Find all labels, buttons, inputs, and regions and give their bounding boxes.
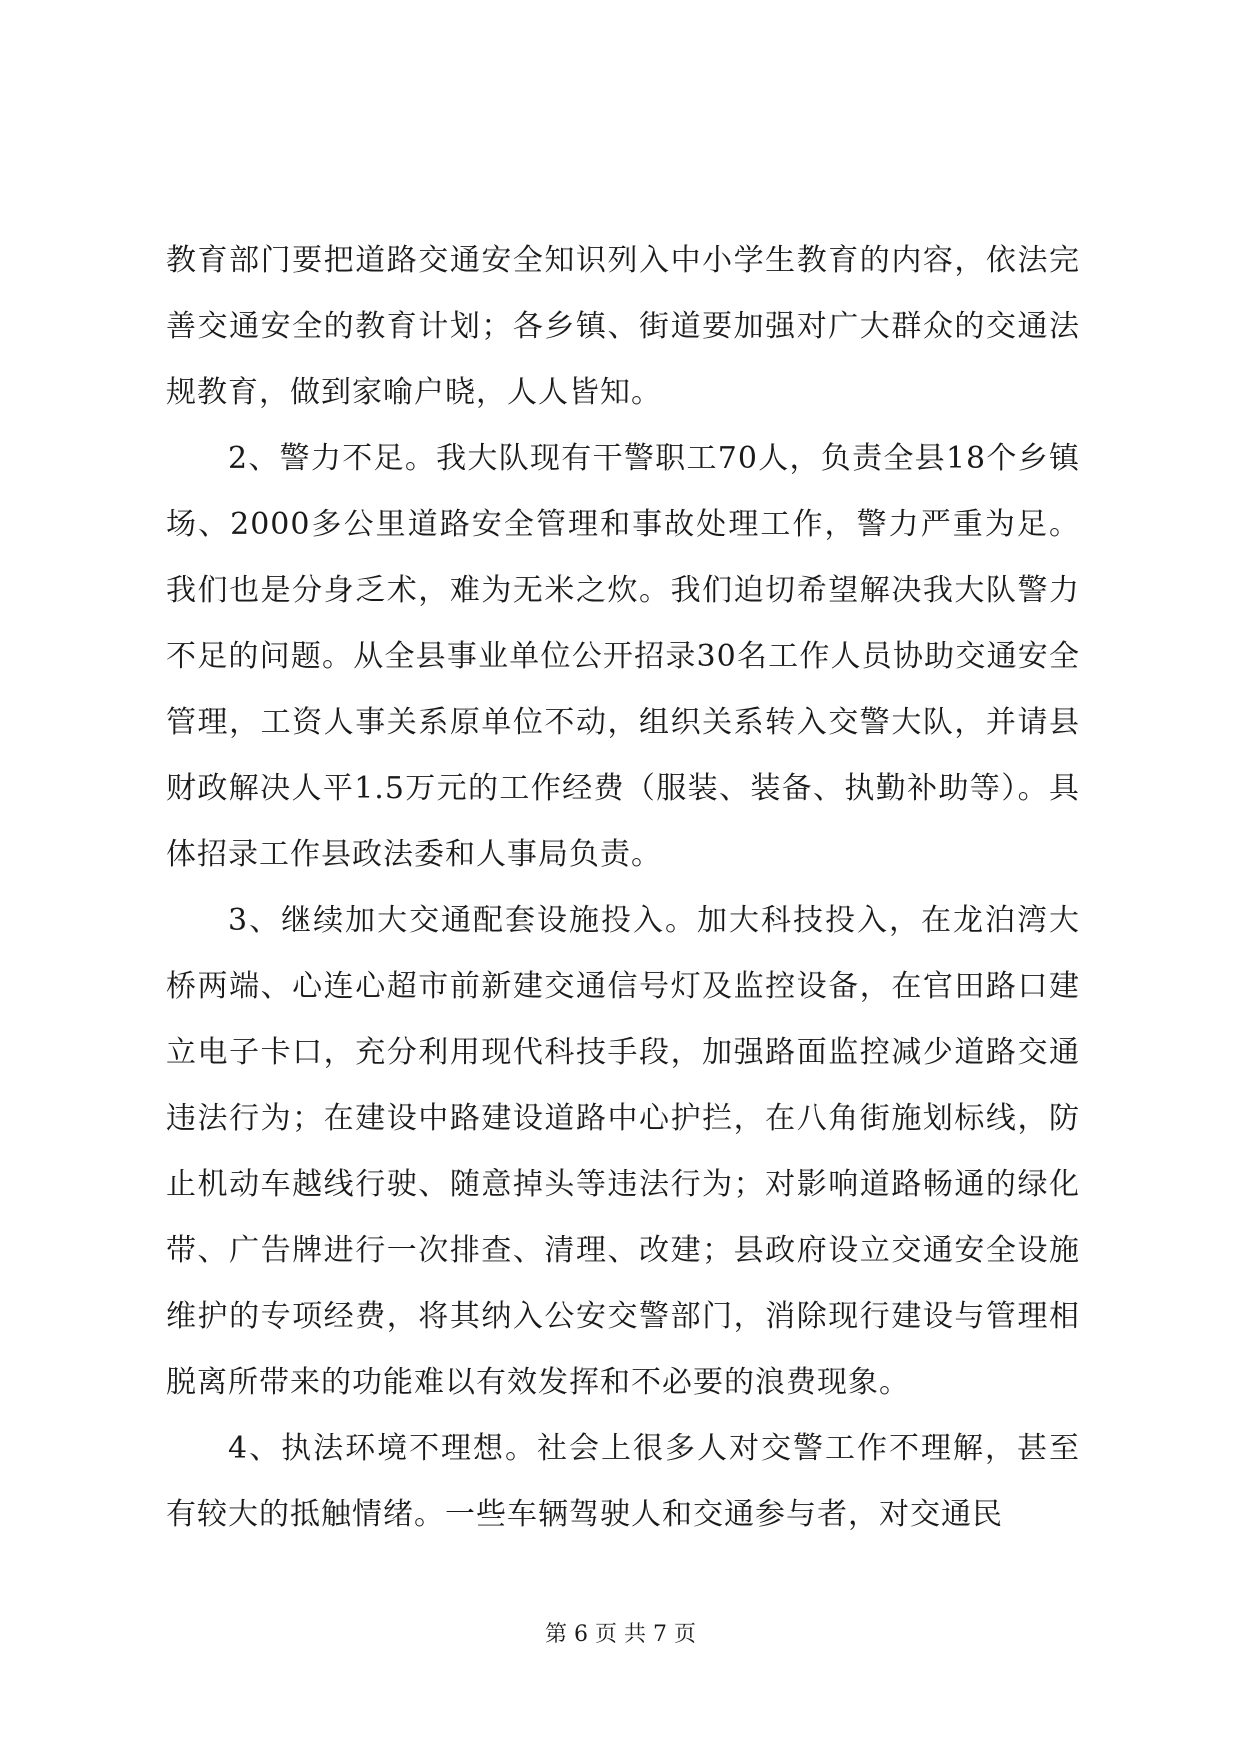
- page-number-footer: 第 6 页 共 7 页: [545, 1622, 696, 1647]
- document-body: [166, 228, 1080, 1548]
- paragraph-1: 教育部门要把道路交通安全知识列入中小学生教育的内容，依法完善交通安全的教育计划；各乡镇、街道要加强对广大群众的交通法规教育，做到家喻户晓，人人皆知。: [166, 243, 1080, 410]
- paragraph-3: 3、继续加大交通配套设施投入。加大科技投入，在龙泊湾大桥两端、心连心超市前新建交通信号灯及监控设备，在官田路口建立电子卡口，充分利用现代科技手段，加强路面监控减少道路交通违法行为；在建设中路建设道路中心护拦，在八角街施划标线，防止机动车越线行驶、随意掉头等违法行为；对影响道路畅通的绿化带、广告牌进行一次排查、清理、改建；县政府设立交通安全设施维护的专项经费，将其纳入公安交警部门，消除现行建设与管理相脱离所带来的功能难以有效发挥和不必要的浪费现象。: [166, 903, 1080, 1400]
- paragraph-4: 4、执法环境不理想。社会上很多人对交警工作不理解，甚至有较大的抵触情绪。一些车辆驾驶人和交通参与者，对交通民: [166, 1431, 1080, 1532]
- paragraph-2: 2、警力不足。我大队现有干警职工70人，负责全县18个乡镇场、2000多公里道路安全管理和事故处理工作，警力严重为足。我们也是分身乏术，难为无米之炊。我们迫切希望解决我大队警力不足的问题。从全县事业单位公开招录30名工作人员协助交通安全管理，工资人事关系原单位不动，组织关系转入交警大队，并请县财政解决人平1.5万元的工作经费（服装、装备、执勤补助等）。具体招录工作县政法委和人事局负责。: [166, 441, 1080, 872]
